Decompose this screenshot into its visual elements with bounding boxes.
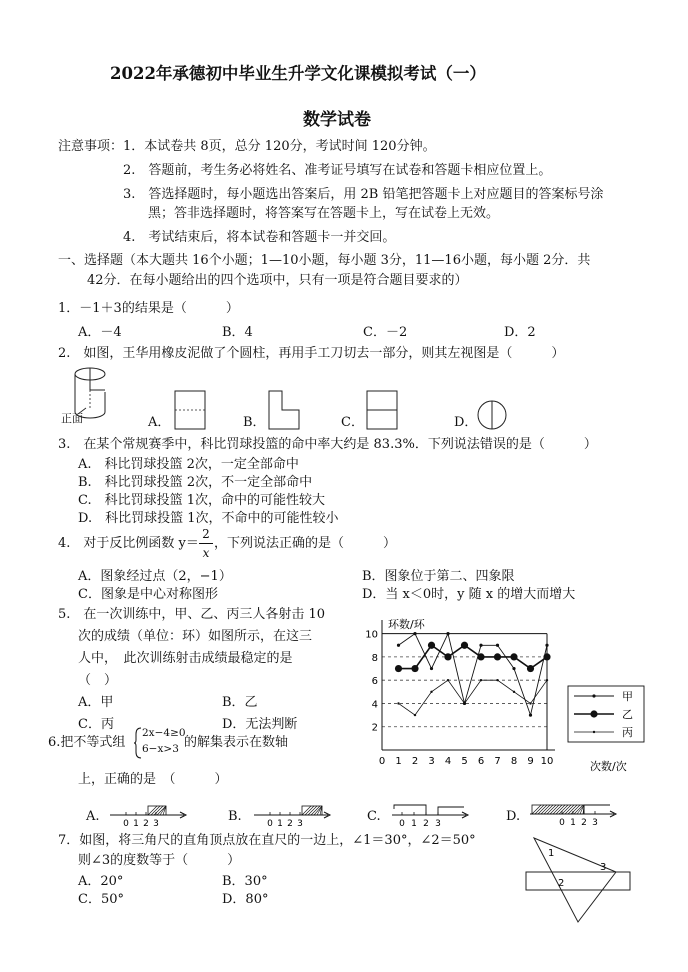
option-b-number-line (252, 795, 332, 827)
question-stem-cont: 上，正确的是 （ ） (78, 772, 228, 787)
x-axis-label: 次数/次 (590, 760, 627, 773)
question-stem-cont: 则∠3的度数等于（ ） (78, 853, 241, 868)
question-stem: 1．－1＋3的结果是（ ） (58, 301, 239, 316)
angle-1-label: 1 (548, 848, 555, 859)
option-b: B． (243, 415, 266, 430)
series-point (480, 679, 482, 681)
series-point (529, 702, 531, 704)
series-point (447, 679, 449, 681)
question-stem: （ ） (78, 673, 118, 688)
option-a: A． (148, 415, 171, 430)
option-a-number-line (108, 795, 188, 827)
series-point (397, 702, 399, 704)
option-d-number-line (528, 790, 618, 826)
angle-2-label: 2 (558, 878, 565, 889)
number-line-label: 1 (411, 819, 417, 827)
option-a: A. 科比罚球投篮 2次，一定全部命中 (78, 457, 299, 472)
option-b-view-figure (266, 388, 302, 434)
section-heading: 一、选择题（本大题共 16个小题；1—10小题，每小题 3分，11—16小题，每小题 2分．共 (58, 253, 591, 268)
series-point (527, 665, 534, 672)
series-point (428, 642, 435, 649)
series-point (446, 632, 449, 635)
option-c: C． (341, 415, 364, 430)
series-point (494, 653, 501, 660)
number-line-label: 2 (423, 819, 429, 827)
number-line-label: 0 (123, 819, 129, 827)
shooting-score-chart (360, 612, 650, 780)
option-c-view-figure (364, 388, 400, 434)
legend-label: 甲 (622, 690, 633, 703)
number-line-label: 2 (581, 818, 587, 826)
fraction-denominator: x (202, 546, 210, 560)
question-stem-pre: 4. 对于反比例函数 y＝ (58, 536, 199, 551)
option-b: B．30° (222, 874, 268, 889)
option-d: D． (454, 415, 478, 430)
solution-bracket-right (438, 807, 464, 815)
x-tick-label: 2 (411, 756, 419, 767)
question-stem: 3. 在某个常规赛季中，科比罚球投篮的命中率大约是 83.3%．下列说法错误的是（ ） (58, 437, 597, 452)
series-point (414, 714, 416, 716)
angle-3-label: 3 (600, 862, 607, 873)
x-tick-label: 10 (540, 756, 554, 767)
option-a: A. (86, 809, 100, 824)
series-point (479, 644, 482, 647)
question-stem-post: ，下列说法正确的是（ ） (214, 536, 397, 551)
option-d-view-figure (474, 397, 510, 433)
question-stem-pre: 6.把不等式组 (48, 735, 126, 750)
y-tick-label: 4 (371, 699, 378, 711)
option-c: C．－2 (363, 325, 408, 340)
option-c: C．50° (78, 892, 124, 907)
x-tick-label: 7 (494, 756, 501, 767)
notice-item: 黑；答非选择题时，将答案写在答题卡上，写在试卷上无效。 (148, 206, 500, 221)
exam-title: 2022年承德初中毕业生升学文化课模拟考试（一） (110, 64, 486, 83)
notice-item: 3. 答选择题时，每小题选出答案后，用 2B 铅笔把答题卡上对应题目的答案标号涂 (123, 187, 604, 202)
series-point (512, 667, 515, 670)
solution-bracket-right (584, 805, 610, 814)
section-heading-cont: 42分．在每小题给出的四个选项中，只有一项是符合题目要求的） (87, 273, 468, 288)
option-d: D. 科比罚球投篮 1次，不命中的可能性较小 (78, 511, 339, 526)
option-d: D．当 x＜0时，y 随 x 的增大而增大 (362, 587, 576, 602)
series-point (411, 665, 418, 672)
option-b: B．4 (222, 325, 253, 340)
series-point (510, 653, 517, 660)
notice-item: 1．本试卷共 8页，总分 120分，考试时间 120分钟。 (123, 139, 436, 154)
legend-swatch-marker (592, 694, 595, 697)
option-c-number-line (390, 795, 470, 827)
y-tick-label: 2 (371, 722, 378, 734)
number-line-label: 0 (399, 819, 405, 827)
legend-swatch-marker (590, 710, 597, 717)
number-line-label: 1 (133, 819, 139, 827)
series-point (430, 667, 433, 670)
series-point (413, 632, 416, 635)
question-stem: 人中， 此次训练射击成绩最稳定的是 (78, 651, 293, 666)
notice-item: 4. 考试结束后，将本试卷和答题卡一并交回。 (123, 230, 396, 245)
series-point (546, 679, 548, 681)
question-stem: 7．如图，将三角尺的直角顶点放在直尺的一边上，∠1＝30°，∠2＝50° (58, 833, 476, 848)
notice-item: 2. 答题前，考生务必将姓名、准考证号填写在试卷和答题卡相应位置上。 (123, 163, 552, 178)
series-point (543, 653, 550, 660)
x-tick-label: 9 (527, 756, 534, 767)
option-c: C. 科比罚球投篮 1次，命中的可能性较大 (78, 493, 326, 508)
option-b: B. (228, 809, 242, 824)
series-point (397, 644, 400, 647)
question-stem: 2. 如图，王华用橡皮泥做了个圆柱，再用手工刀切去一部分，则其左视图是（ ） (58, 346, 565, 361)
series-point (496, 679, 498, 681)
option-d: D. (506, 809, 521, 824)
option-d: D．无法判断 (222, 717, 298, 732)
number-line-label: 1 (277, 819, 283, 827)
series-point (545, 644, 548, 647)
fraction-numerator: 2 (202, 527, 210, 541)
series-line-1 (399, 634, 548, 715)
series-point (477, 653, 484, 660)
triangle-ruler-figure (520, 834, 640, 926)
option-d: D．80° (222, 892, 269, 907)
series-point (461, 642, 468, 649)
option-c: C．丙 (78, 717, 114, 732)
question-stem-post: 的解集表示在数轴 (184, 735, 289, 750)
number-line-label: 0 (267, 819, 273, 827)
series-point (395, 665, 402, 672)
option-d: D．2 (504, 325, 536, 340)
x-tick-label: 3 (428, 756, 435, 767)
notice-label: 注意事项： (58, 139, 124, 154)
exam-subtitle: 数学试卷 (303, 110, 371, 130)
number-line-label: 3 (297, 819, 303, 827)
x-tick-label: 5 (461, 756, 468, 767)
series-point (444, 653, 451, 660)
y-tick-label: 10 (365, 629, 378, 641)
number-line-label: 1 (570, 818, 576, 826)
option-a: A．图象经过点（2，−1） (78, 569, 232, 584)
number-line-label: 3 (153, 819, 159, 827)
series-point (529, 713, 532, 716)
legend-label: 乙 (622, 708, 633, 721)
number-line-label: 3 (592, 818, 598, 826)
y-tick-label: 8 (371, 652, 378, 664)
x-tick-label: 8 (510, 756, 518, 767)
question-stem: 次的成绩（单位：环）如图所示，在这三 (78, 629, 313, 644)
option-c: C．图象是中心对称图形 (78, 587, 218, 602)
x-tick-label: 4 (444, 756, 452, 767)
option-a: A．－4 (78, 325, 122, 340)
x-tick-label: 0 (378, 756, 386, 767)
series-point (463, 702, 465, 704)
series-point (496, 644, 499, 647)
legend-label: 丙 (622, 726, 633, 739)
inequality-2: 6−x>3 (142, 743, 179, 755)
fraction-bar (199, 543, 213, 544)
x-tick-label: 1 (395, 756, 402, 767)
option-b: B．图象位于第二、四象限 (362, 569, 515, 584)
number-line-label: 0 (559, 818, 565, 826)
y-axis-label: 环数/环 (388, 618, 425, 631)
option-b: B. 科比罚球投篮 2次，不一定全部命中 (78, 475, 313, 490)
x-tick-label: 6 (477, 756, 485, 767)
hatch-line (160, 806, 166, 815)
question-stem: 5. 在一次训练中，甲、乙、丙三人各射击 10 (58, 607, 326, 622)
option-a: A．甲 (78, 695, 114, 710)
front-label: 正面 (61, 412, 83, 425)
series-point (430, 691, 432, 693)
number-line-label: 2 (287, 819, 293, 827)
set-square-shape (534, 838, 616, 922)
solution-bracket-left (394, 805, 426, 815)
legend-swatch-marker (593, 731, 595, 733)
option-a-view-figure (172, 388, 208, 434)
option-c: C. (367, 809, 381, 824)
series-point (513, 691, 515, 693)
y-tick-label: 6 (371, 676, 378, 688)
option-a: A．20° (78, 874, 124, 889)
inequality-1: 2x−4≥0 (142, 727, 186, 739)
number-line-label: 3 (435, 819, 441, 827)
number-line-label: 2 (143, 819, 149, 827)
option-b: B．乙 (222, 695, 258, 710)
